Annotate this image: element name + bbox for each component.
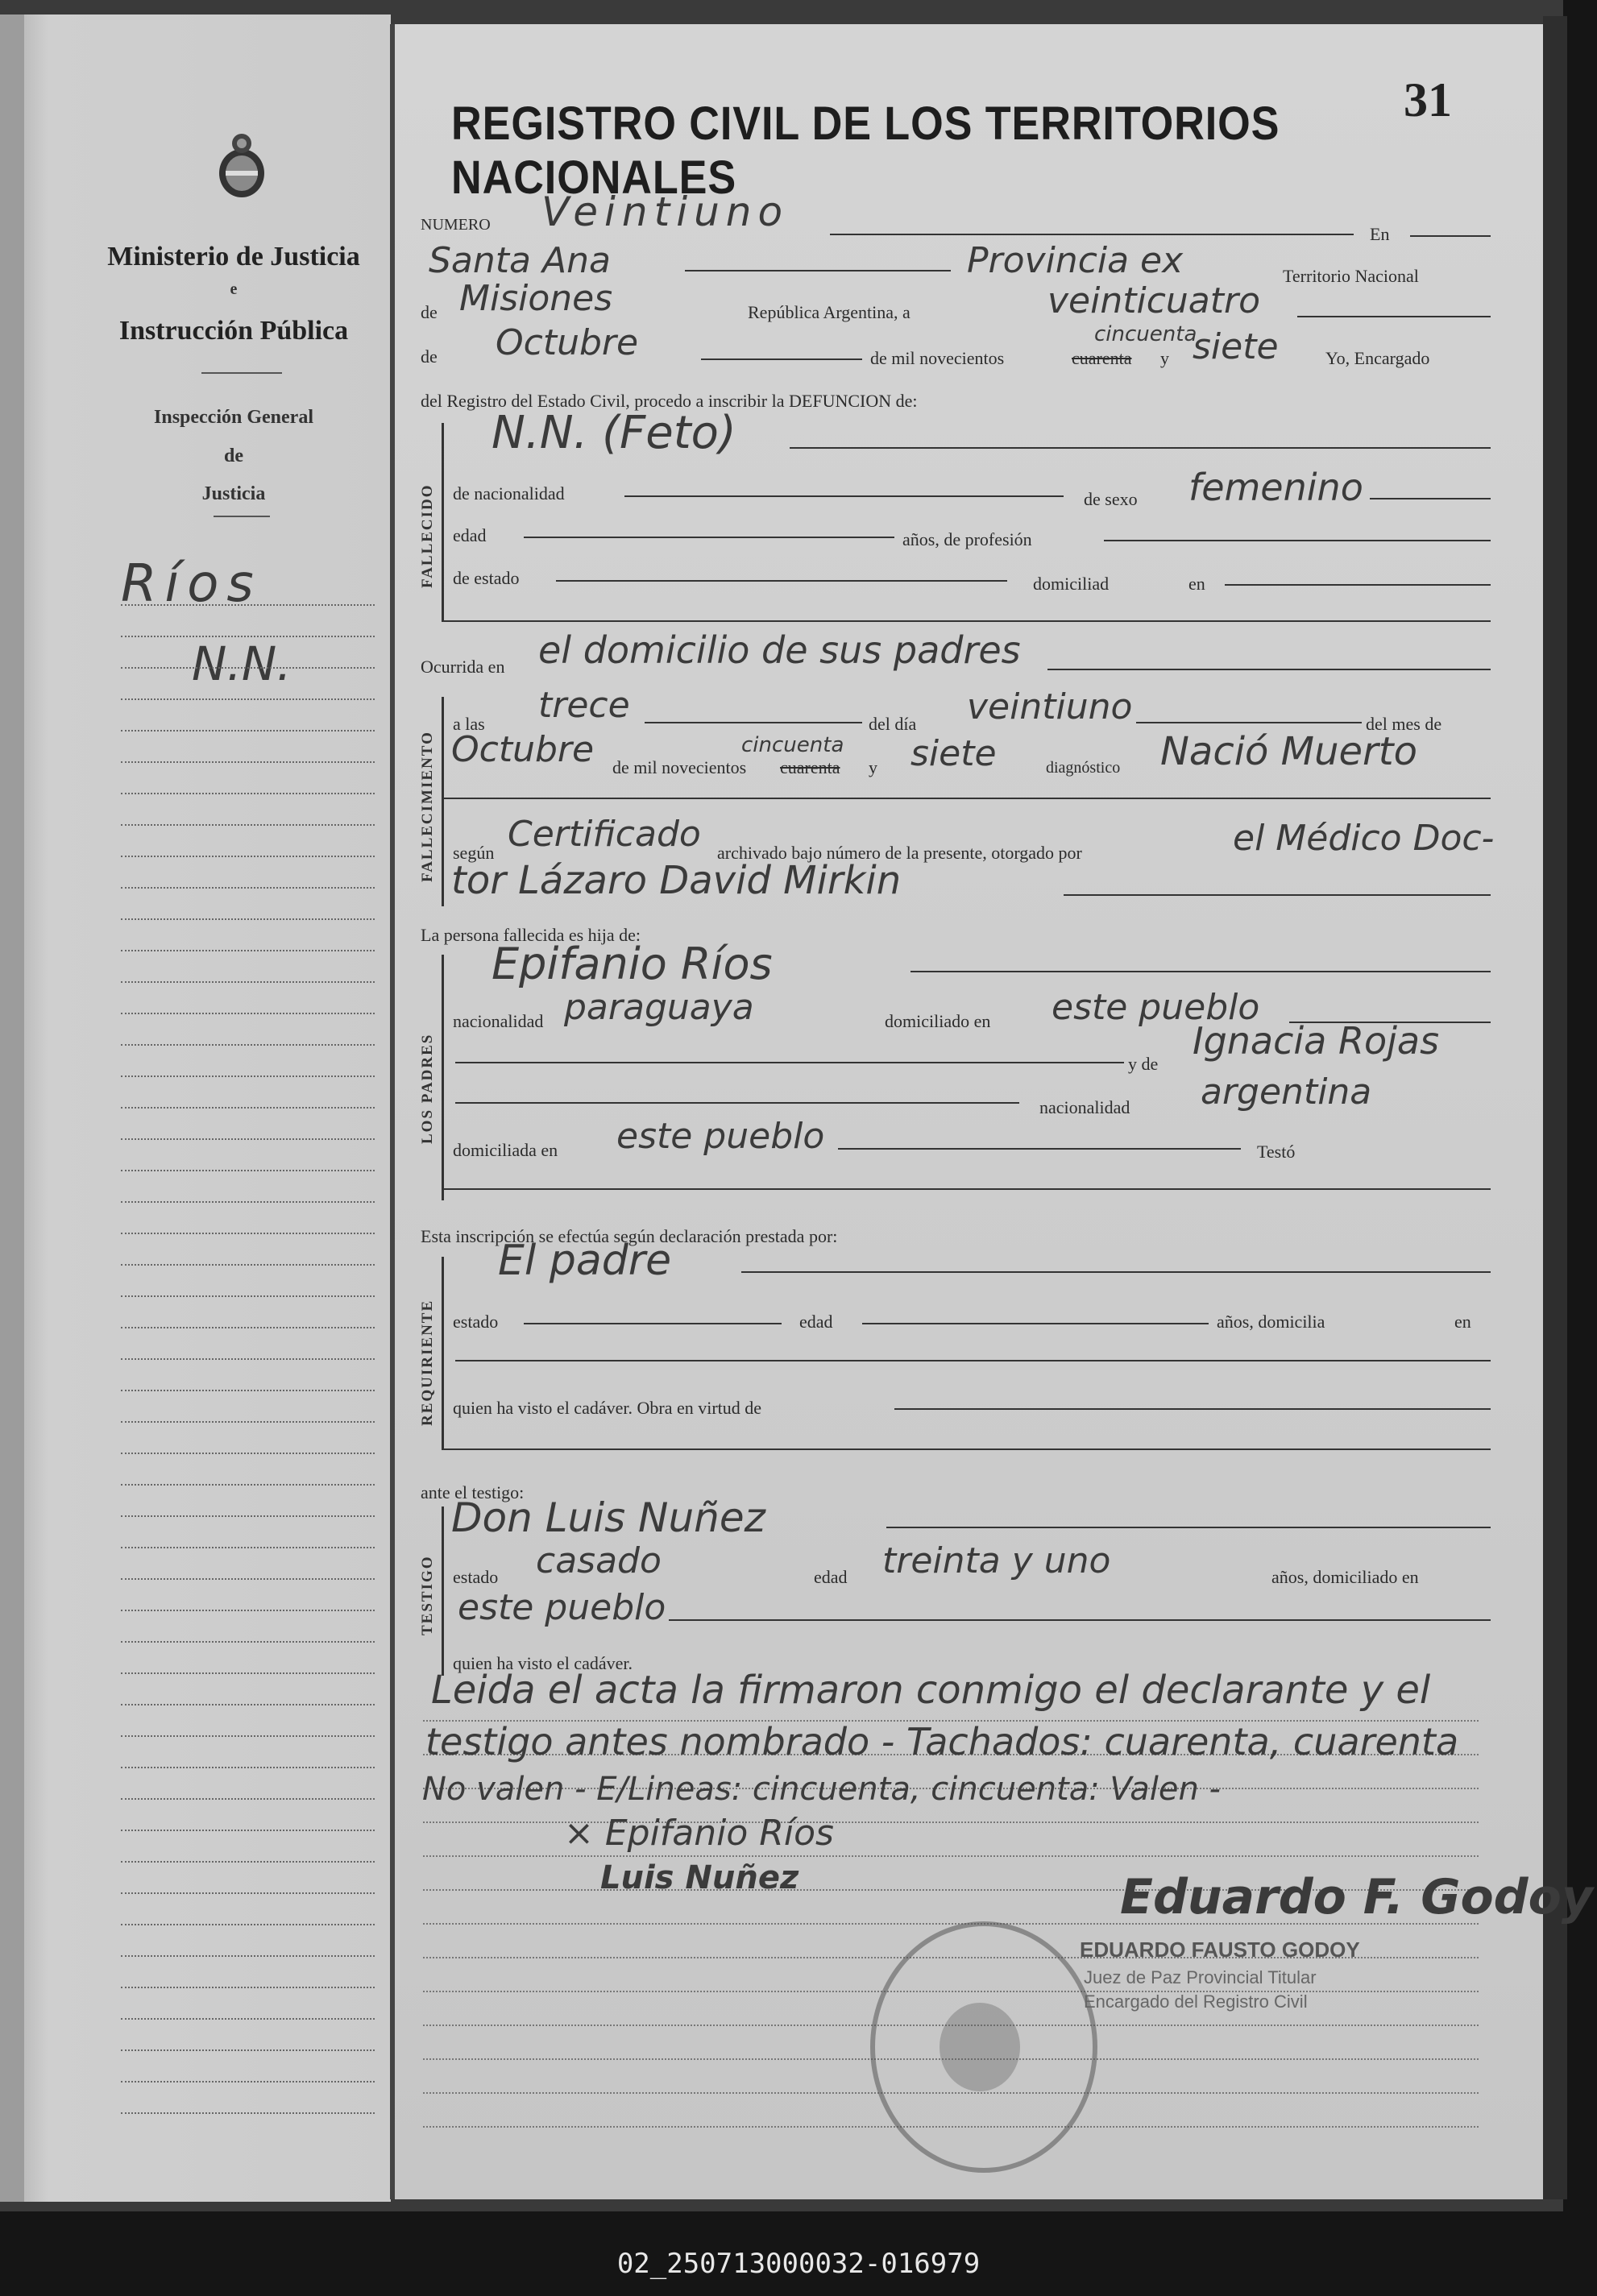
line: [1104, 540, 1491, 541]
official-name: EDUARDO FAUSTO GODOY: [1080, 1938, 1360, 1962]
ruled-line: [121, 1075, 375, 1077]
padre-nacionalidad: paraguaya: [564, 987, 754, 1028]
ruled-line: [121, 1421, 375, 1423]
estado-label-3: estado: [453, 1567, 499, 1587]
edad-label-3: edad: [814, 1567, 848, 1587]
image-code-caption: 02_250713000032-016979: [616, 2248, 981, 2280]
cadaver-label-2: quien ha visto el cadáver.: [453, 1653, 633, 1673]
line: [685, 270, 951, 271]
ministry-name-line2: Instrucción Pública: [118, 316, 349, 346]
line: [455, 1102, 1019, 1104]
ruled-line: [121, 1610, 375, 1611]
ruled-line: [121, 636, 375, 637]
signature-testigo: Luis Nuñez: [600, 1859, 799, 1896]
ruled-line: [121, 824, 375, 826]
ruled-line: [121, 1735, 375, 1737]
ruled-line: [121, 1641, 375, 1643]
requiriente-section-label: REQUIRIENTE: [419, 1299, 436, 1426]
cincuenta-inserted-2: cincuenta: [741, 733, 844, 757]
nacionalidad-label-2: nacionalidad: [453, 1011, 544, 1031]
year-value-2: siete: [910, 733, 997, 774]
mes-value: Octubre: [451, 729, 595, 770]
ruled-line: [423, 1855, 1479, 1857]
anos-domicilia-label: años, domicilia: [1217, 1312, 1325, 1332]
cuarenta-struck: cuarenta: [1072, 348, 1132, 368]
ruled-line: [121, 1924, 375, 1925]
ruled-line: [121, 1861, 375, 1863]
territorio-label: Territorio Nacional: [1283, 266, 1419, 286]
segun-label: según: [453, 843, 495, 863]
madre-domicilio: este pueblo: [616, 1116, 825, 1157]
coat-of-arms-icon: [211, 129, 272, 201]
ruled-line: [121, 667, 375, 669]
padre-domicilio: este pueblo: [1052, 987, 1260, 1028]
left-page-edge: [0, 15, 27, 2202]
padre-name: Epifanio Ríos: [492, 939, 773, 989]
line: [862, 1323, 1209, 1324]
ruled-line: [121, 604, 375, 606]
ruled-line: [121, 730, 375, 731]
sexo-value: femenino: [1188, 466, 1363, 509]
domiciliado-en-label: domiciliado en: [885, 1011, 991, 1031]
province-value: Provincia ex: [967, 240, 1184, 281]
margin-name: N.N.: [192, 636, 292, 691]
testo-label: Testó: [1257, 1142, 1296, 1162]
ruled-line: [121, 1170, 375, 1171]
closing-line-2: testigo antes nombrado - Tachados: cuarenta, cuarenta: [425, 1720, 1459, 1763]
deceased-name: N.N. (Feto): [492, 407, 736, 459]
testigo-domicilio: este pueblo: [458, 1587, 666, 1628]
dia-value: veintiuno: [967, 686, 1133, 727]
line: [1136, 722, 1362, 723]
del-dia-label: del día: [869, 714, 917, 734]
year-value: siete: [1193, 326, 1279, 367]
line: [1047, 669, 1491, 670]
padres-intro-label: La persona fallecida es hija de:: [421, 925, 641, 945]
padres-section-label: LOS PADRES: [419, 1033, 436, 1144]
y-label: y: [1160, 348, 1169, 368]
cuarenta-struck-2: cuarenta: [780, 757, 840, 777]
estado-label-2: estado: [453, 1312, 499, 1332]
ruled-line: [121, 1892, 375, 1894]
mil-novecientos-label: de mil novecientos: [870, 348, 1005, 368]
line: [1225, 584, 1491, 586]
line: [442, 620, 1491, 622]
ruled-line: [121, 1233, 375, 1234]
registro-label: del Registro del Estado Civil, procedo a inscribir la DEFUNCION de:: [421, 391, 918, 411]
diagnostico-value: Nació Muerto: [1160, 729, 1417, 774]
official-seal-stamp: [870, 1921, 1097, 2173]
numero-value: Veintiuno: [541, 189, 790, 235]
ruled-line: [121, 1044, 375, 1046]
ruled-line: [121, 2018, 375, 2020]
line: [1370, 498, 1491, 499]
ruled-line: [121, 761, 375, 763]
ruled-line: [121, 1798, 375, 1800]
ruled-line: [121, 1515, 375, 1517]
month-value: Octubre: [496, 322, 639, 363]
line: [455, 1062, 1124, 1063]
line: [894, 1408, 1491, 1410]
testigo-name: Don Luis Nuñez: [451, 1494, 765, 1541]
ruled-line: [121, 1578, 375, 1580]
ruled-line: [121, 1987, 375, 1988]
inspection-line2: de: [224, 446, 243, 466]
section-brace: [442, 955, 444, 1200]
line: [1410, 235, 1491, 237]
line: [1064, 894, 1491, 896]
margin-surname: Ríos: [121, 554, 262, 614]
closing-line-3: No valen - E/Lineas: cincuenta, cincuenta: Valen -: [422, 1771, 1221, 1808]
ruled-line: [121, 1547, 375, 1548]
ruled-line: [121, 950, 375, 951]
line: [830, 234, 1354, 235]
ruled-line: [121, 1390, 375, 1391]
segun-value: Certificado: [508, 814, 701, 855]
ruled-line: [121, 2112, 375, 2114]
ruled-line: [121, 981, 375, 983]
ruled-line: [121, 1264, 375, 1266]
day-value: veinticuatro: [1047, 280, 1260, 321]
line: [442, 798, 1491, 799]
ruled-line: [121, 918, 375, 920]
fallecimiento-section-label: FALLECIMIENTO: [419, 731, 436, 882]
cadaver-label: quien ha visto el cadáver. Obra en virtud de: [453, 1398, 762, 1418]
ruled-line: [121, 856, 375, 857]
de-label: de: [421, 302, 438, 322]
inspection-line1: Inspección General: [154, 407, 313, 428]
nacionalidad-label: de nacionalidad: [453, 483, 565, 504]
domiciliada-en-label: domiciliada en: [453, 1140, 558, 1160]
inspection-line3: Justicia: [201, 483, 266, 504]
ruled-line: [121, 2081, 375, 2083]
en-label-2: en: [1188, 574, 1205, 594]
section-brace: [442, 1506, 444, 1676]
ocurrida-label: Ocurrida en: [421, 657, 505, 677]
madre-nacionalidad: argentina: [1201, 1071, 1372, 1113]
hora-value: trece: [538, 685, 630, 726]
madre-name: Ignacia Rojas: [1193, 1019, 1440, 1063]
ruled-line: [121, 1767, 375, 1768]
ruled-line: [121, 1704, 375, 1705]
official-role-1: Juez de Paz Provincial Titular: [1084, 1967, 1317, 1987]
line: [524, 1323, 782, 1324]
line: [701, 358, 862, 360]
ruled-line: [121, 1830, 375, 1831]
ruled-line: [121, 1484, 375, 1486]
line: [442, 1188, 1491, 1190]
ruled-line: [121, 1955, 375, 1957]
line: [910, 971, 1491, 972]
line: [455, 1360, 1491, 1361]
page-number: 31: [1404, 73, 1452, 126]
en-label-3: en: [1454, 1312, 1471, 1332]
divider: [214, 516, 270, 517]
ruled-line: [121, 1295, 375, 1297]
y-de-label: y de: [1128, 1054, 1159, 1074]
divider: [201, 372, 282, 374]
official-signature: Eduardo F. Godoy: [1120, 1869, 1593, 1925]
archivado-label: archivado bajo número de la presente, otorgado por: [717, 843, 1082, 863]
ruled-line: [121, 698, 375, 700]
testigo-edad: treinta y uno: [882, 1540, 1111, 1581]
testigo-estado: casado: [536, 1540, 662, 1581]
requiriente-intro-label: Esta inscripción se efectúa según declaración prestada por:: [421, 1226, 838, 1246]
line: [838, 1148, 1241, 1150]
doctor-value: tor Lázaro David Mirkin: [451, 858, 902, 903]
otorgado-value: el Médico Doc-: [1233, 818, 1495, 859]
closing-line-1: Leida el acta la firmaron conmigo el declarante y el: [431, 1668, 1431, 1713]
testigo-intro-label: ante el testigo:: [421, 1482, 525, 1502]
line: [669, 1619, 1491, 1621]
section-brace: [442, 697, 444, 906]
ruled-line: [121, 1201, 375, 1203]
de-label-2: de: [421, 346, 438, 367]
ministry-conjunction: e: [230, 280, 238, 298]
mil-novecientos-label-2: de mil novecientos: [612, 757, 747, 777]
diagnostico-label: diagnóstico: [1046, 759, 1121, 777]
edad-label: edad: [453, 525, 487, 545]
ruled-line: [121, 2049, 375, 2051]
ruled-line: [121, 1107, 375, 1109]
ruled-line: [121, 887, 375, 889]
numero-label: NUMERO: [421, 216, 491, 234]
ministry-name-line1: Ministerio de Justicia: [107, 242, 360, 271]
testigo-section-label: TESTIGO: [419, 1555, 436, 1635]
ruled-line: [121, 1138, 375, 1140]
ruled-line: [121, 1672, 375, 1674]
official-role-2: Encargado del Registro Civil: [1084, 1991, 1308, 2012]
line: [741, 1271, 1491, 1273]
line: [790, 447, 1491, 449]
edad-label-2: edad: [799, 1312, 833, 1332]
en-label: En: [1370, 224, 1390, 244]
section-brace: [442, 423, 444, 620]
line: [442, 1448, 1491, 1450]
sexo-label: de sexo: [1084, 489, 1138, 509]
estado-label: de estado: [453, 568, 520, 588]
nacionalidad-label-3: nacionalidad: [1039, 1097, 1130, 1117]
ruled-line: [121, 793, 375, 794]
ruled-line: [121, 1358, 375, 1360]
del-mes-label: del mes de: [1366, 714, 1442, 734]
fallecido-section-label: FALLECIDO: [419, 483, 436, 588]
line: [556, 580, 1007, 582]
domiciliado-label: domiciliad: [1033, 574, 1110, 594]
y-label-2: y: [869, 757, 877, 777]
ruled-line: [121, 1013, 375, 1014]
ocurrida-value: el domicilio de sus padres: [538, 628, 1021, 672]
line: [645, 722, 862, 723]
republica-label: República Argentina, a: [748, 302, 910, 322]
ruled-line: [121, 1453, 375, 1454]
a-las-label: a las: [453, 714, 485, 734]
place-value: Santa Ana: [429, 240, 611, 281]
anos-domiciliado-label: años, domiciliado en: [1271, 1567, 1419, 1587]
anos-profesion-label: años, de profesión: [902, 529, 1032, 549]
line: [886, 1527, 1491, 1528]
line: [1297, 316, 1491, 317]
ruled-line: [121, 1327, 375, 1328]
yo-encargado-label: Yo, Encargado: [1325, 348, 1430, 368]
register-title: REGISTRO CIVIL DE LOS TERRITORIOS NACIONALES: [451, 97, 1280, 204]
signature-padre: × Epifanio Ríos: [564, 1813, 834, 1854]
section-brace: [442, 1257, 444, 1450]
line: [524, 537, 894, 538]
line: [624, 495, 1064, 497]
cincuenta-inserted: cincuenta: [1094, 322, 1197, 346]
territory-value: Misiones: [459, 278, 613, 319]
requiriente-value: El padre: [498, 1237, 672, 1285]
